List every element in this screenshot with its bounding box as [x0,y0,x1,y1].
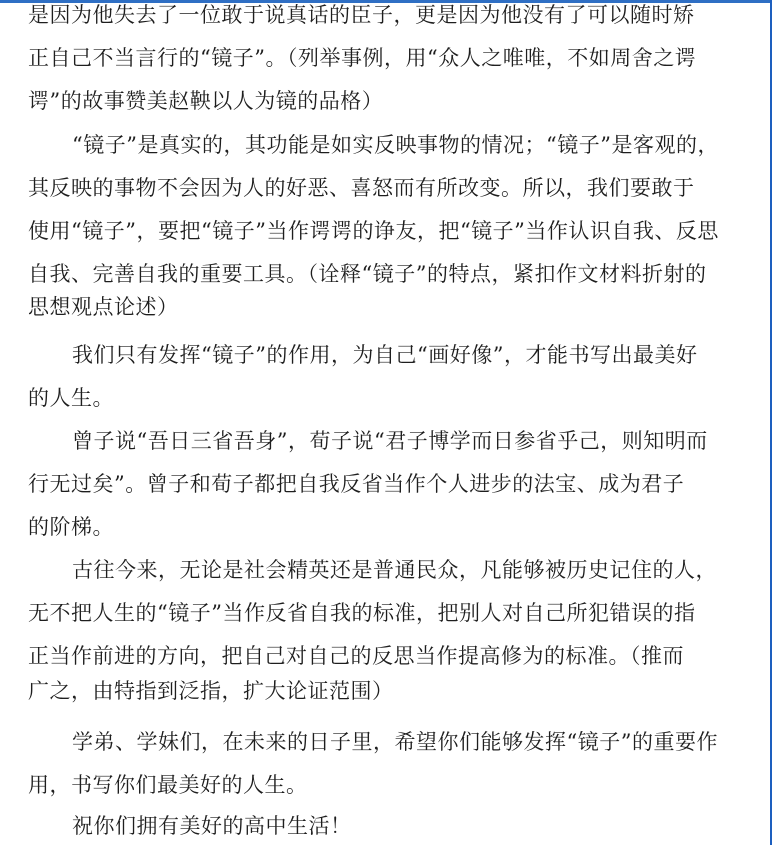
text-line: 学弟、学妹们，在未来的日子里，希望你们能够发挥“镜子”的重要作 [72,730,718,754]
text-line: 用，书写你们最美好的人生。 [28,773,308,797]
text-line: 使用“镜子”，要把“镜子”当作谔谔的诤友，把“镜子”当作认识自我、反思 [28,219,719,243]
text-line: 谔”的故事赞美赵鞅以人为镜的品格） [28,89,384,113]
text-line: 其反映的事物不会因为人的好恶、喜怒而有所改变。所以，我们要敢于 [28,176,695,200]
text-line: 自我、完善自我的重要工具。（诠释“镜子”的特点，紧扣作文材料折射的 [28,262,707,286]
text-line: 正当作前进的方向，把自己对自己的反思当作提高修为的标准。（推而 [28,644,684,668]
text-line: 广之，由特指到泛指，扩大论证范围） [28,679,394,703]
text-line: 是因为他失去了一位敢于说真话的臣子，更是因为他没有了可以随时矫 [28,3,695,27]
text-line: “镜子”是真实的，其功能是如实反映事物的情况；“镜子”是客观的， [72,133,719,157]
text-line: 我们只有发挥“镜子”的作用，为自己“画好像”，才能书写出最美好 [72,343,698,367]
text-line: 祝你们拥有美好的高中生活！ [72,814,352,838]
text-line: 古往今来，无论是社会精英还是普通民众，凡能够被历史记住的人， [72,558,717,582]
text-line: 的人生。 [28,386,114,410]
text-line: 行无过矣”。曾子和荀子都把自我反省当作个人进步的法宝、成为君子 [28,472,685,496]
text-line: 的阶梯。 [28,515,114,539]
text-line: 无不把人生的“镜子”当作反省自我的标准，把别人对自己所犯错误的指 [28,601,696,625]
text-line: 正自己不当言行的“镜子”。（列举事例，用“众人之唯唯，不如周舍之谔 [28,46,697,70]
text-line: 思想观点论述） [28,295,179,319]
text-line: 曾子说“吾日三省吾身”，荀子说“君子博学而日参省乎己，则知明而 [72,429,708,453]
